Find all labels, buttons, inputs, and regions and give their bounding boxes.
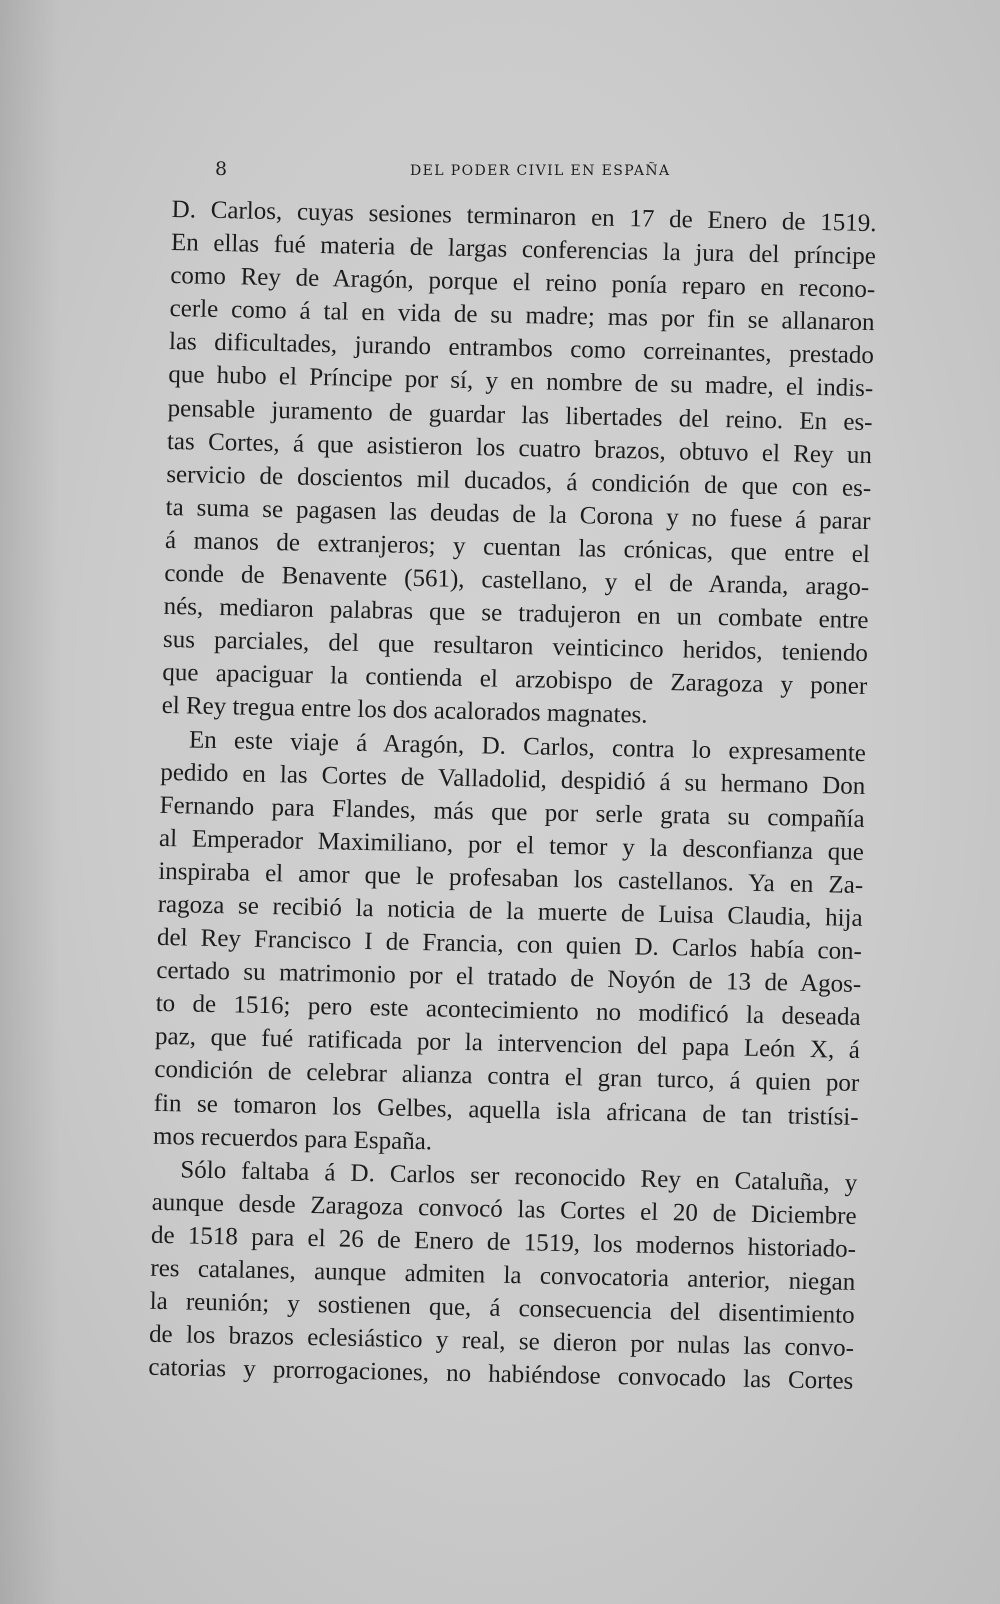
text-line: como Rey de Aragón, porque el reino ponía reparo en recono- [170,262,876,304]
text-line: de los brazos eclesiástico y real, se dieron por nulas las convo- [148,1320,855,1363]
text-line: mos recuerdos para España. [152,1122,433,1156]
text-line: Sólo faltaba á D. Carlos ser reconocido Rey en Cataluña, y [180,1156,858,1197]
text-line: pedido en las Cortes de Valladolid, despidió á su hermano Don [160,758,866,800]
text-line: de 1518 para el 26 de Enero de 1519, los modernos historiado- [150,1221,857,1263]
text-line: las dificultades, jurando entrambos como correinantes, prestado [168,328,875,370]
page-header [215,158,865,188]
text-line: Fernando para Flandes, más que por serle grata su compañía [159,791,865,833]
text-line: condición de celebrar alianza contra el gran turco, á quien por [154,1056,860,1098]
text-line: paz, que fué ratificada por la intervencion del papa León X, á [154,1023,861,1065]
text-line: ta suma se pagasen las deudas de la Corona y no fuese á parar [165,493,871,535]
text-line: conde de Benavente (561), castellano, y el de Aranda, arago- [164,559,870,602]
text-line: la reunión; y sostienen que, á consecuencia del disentimiento [149,1287,855,1330]
text-line: En ellas fué materia de largas conferencias la jura del príncipe [170,229,877,271]
text-line: fin se tomaron los Gelbes, aquella isla africana de tan tristísi- [153,1089,859,1131]
text-line: servicio de doscientos mil ducados, á condición de que con es- [166,460,872,502]
body-text [148,193,877,1398]
text-line: del Rey Francisco I de Francia, con quien D. Carlos había con- [156,923,863,966]
text-line: el Rey tregua entre los dos acalorados magnates. [161,692,648,730]
text-line: pensable juramento de guardar las libertades del reino. En es- [167,394,873,436]
page-shadow [0,0,60,1604]
running-title: DEL PODER CIVIL EN ESPAÑA [410,163,671,179]
text-line: D. Carlos, cuyas sesiones terminaron en 17 de Enero de 1519. [171,195,877,238]
text-line: cerle como á tal en vida de su madre; mas por fin se allanaron [169,295,875,337]
text-line: certado su matrimonio por el tratado de Noyón de 13 de Agos- [156,957,862,999]
text-line: to de 1516; pero este acontecimiento no modificó la deseada [155,990,861,1032]
text-line: que apaciguar la contienda el arzobispo de Zaragoza y poner [162,659,868,701]
page-number: 8 [215,158,228,180]
text-line: catorias y prorrogaciones, no habiéndose convocado las Cortes [148,1354,854,1396]
text-line: inspiraba el amor que le profesaban los castellanos. Ya en Za- [158,857,864,899]
text-line: ragoza se recibió la noticia de la muerte de Luisa Claudia, hija [157,890,863,932]
text-line: res catalanes, aunque admiten la convocatoria anterior, niegan [150,1254,856,1296]
text-line: á manos de extranjeros; y cuentan las crónicas, que entre el [164,526,871,569]
text-line: nés, mediaron palabras que se tradujeron en un combate entre [163,593,869,635]
text-line: al Emperador Maximiliano, por el temor y la desconfianza que [158,824,865,866]
text-line: tas Cortes, á que asistieron los cuatro brazos, obtuvo el Rey un [166,427,873,469]
text-line: aunque desde Zaragoza convocó las Cortes el 20 de Diciembre [151,1188,857,1230]
text-line: sus parciales, del que resultaron veinticinco heridos, teniendo [162,626,869,668]
text-line: que hubo el Príncipe por sí, y en nombre de su madre, el indis- [168,361,874,403]
text-line: En este viaje á Aragón, D. Carlos, contra lo expresamente [188,725,867,767]
